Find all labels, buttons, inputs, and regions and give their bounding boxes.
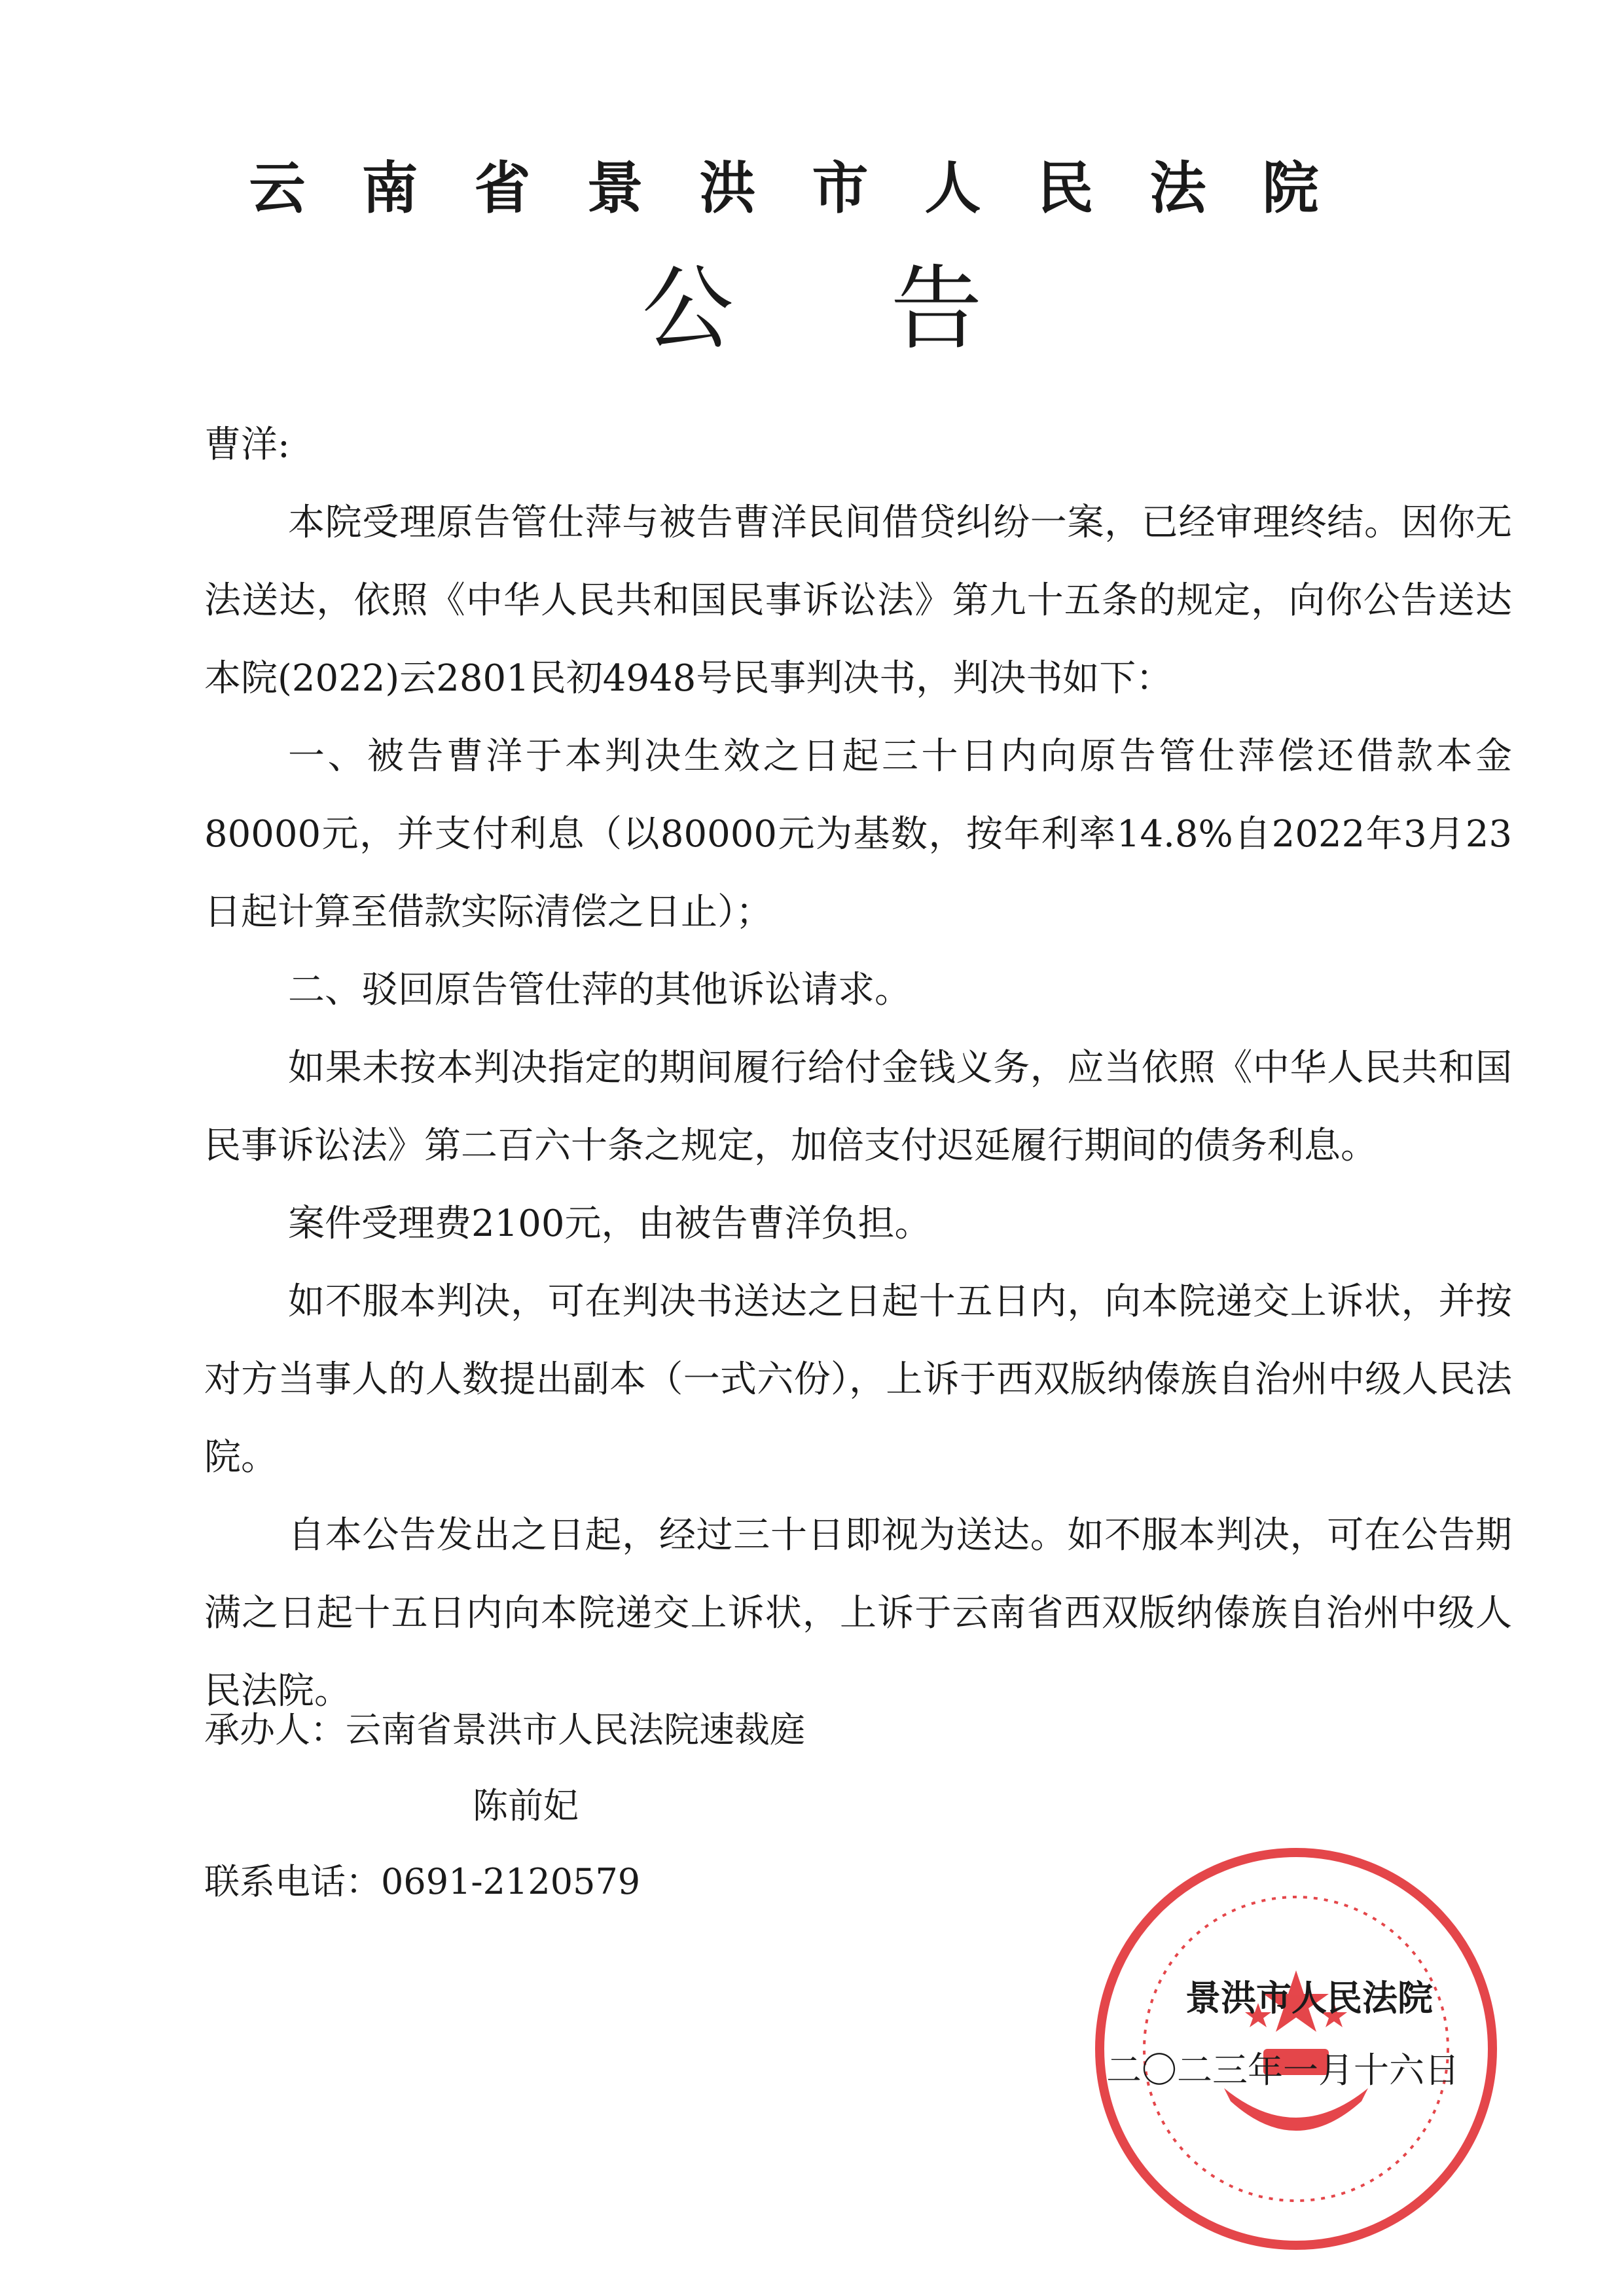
- paragraph-fee: 案件受理费2100元，由被告曹洋负担。: [288, 1202, 931, 1245]
- phone-line: 联系电话：0691-2120579: [204, 1861, 641, 1902]
- paragraph-late-interest: 如果未按本判决指定的期间履行给付金钱义务，应当依照《中华人民共和国民事诉讼法》第二百六十条之规定，加倍支付迟延履行期间的债务利息。: [204, 1047, 1512, 1167]
- paragraph-appeal: 如不服本判决，可在判决书送达之日起十五日内，向本院递交上诉状，并按对方当事人的人数提出副本（一式六份），上诉于西双版纳傣族自治州中级人民法院。: [204, 1280, 1512, 1479]
- contact-block: [204, 1692, 1186, 1920]
- court-name: 云南省景洪市人民法院: [249, 156, 1375, 221]
- handler-line: 承办人：云南省景洪市人民法院速裁庭: [204, 1709, 805, 1750]
- paragraph-ruling-2: 二、驳回原告管仕萍的其他诉讼请求。: [288, 969, 911, 1011]
- signing-court: 景洪市人民法院: [1185, 1977, 1433, 2019]
- paragraph-intro: 本院受理原告管仕萍与被告曹洋民间借贷纠纷一案，已经审理终结。因你无法送达，依照《中华人民共和国民事诉讼法》第九十五条的规定，向你公告送达本院(2022)云2801民初4948号民事判决书，判决书如下：: [204, 501, 1512, 700]
- paragraph-service: 自本公告发出之日起，经过三十日即视为送达。如不服本判决，可在公告期满之日起十五日内向本院递交上诉状，上诉于云南省西双版纳傣族自治州中级人民法院。: [204, 1514, 1512, 1712]
- notice-body: [204, 406, 1512, 1730]
- judge-name: 陈前妃: [473, 1785, 579, 1826]
- paragraph-ruling-1: 一、被告曹洋于本判决生效之日起三十日内向原告管仕萍偿还借款本金80000元，并支付利息（以80000元为基数，按年利率14.8%自2022年3月23日起计算至借款实际清偿之日止）；: [204, 735, 1512, 933]
- addressee: 曹洋:: [204, 424, 290, 466]
- signing-date: 二〇二三年一月十六日: [1106, 2050, 1460, 2091]
- document-title: 公告: [641, 256, 1140, 363]
